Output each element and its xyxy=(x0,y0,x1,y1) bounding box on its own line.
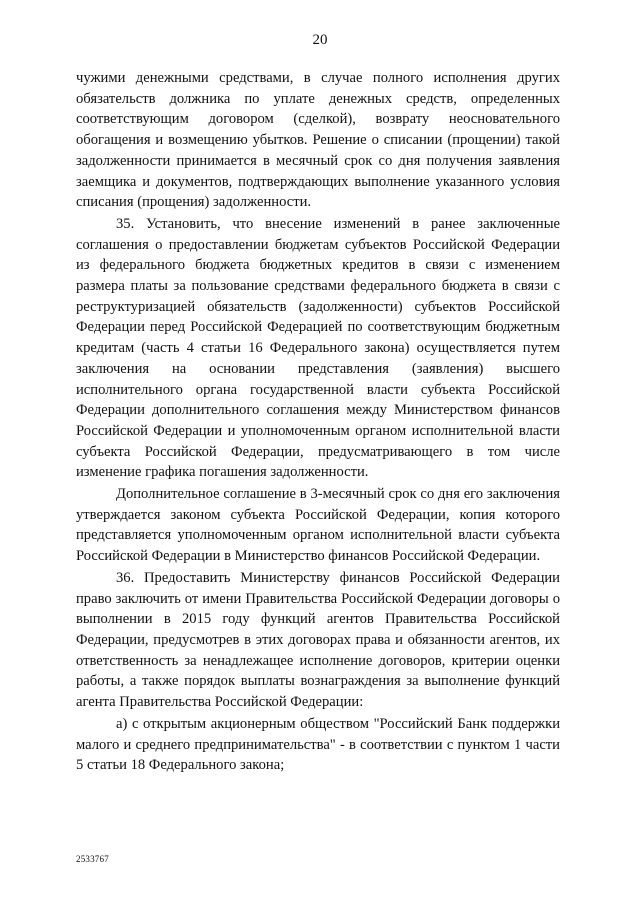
paragraph-36-a: а) с открытым акционерным обществом "Российский Банк поддержки малого и среднего предпринимательства" - в соответствии с пунктом 1 части 5 статьи 18 Федерального закона; xyxy=(76,715,560,774)
paragraph-continuation: чужими денежными средствами, в случае полного исполнения других обязательств должника по уплате денежных средств, определенных соответствующим договором (сделкой), возврату неосновательного обогащения и возмещению убытков. Решение о списании (прощении) такой задолженности принимается в месячный срок со дня получения заявления заемщика и документов, подтверждающих выполнение указанного условия списания (прощения) задолженности. xyxy=(76,70,560,211)
page-number: 20 xyxy=(312,32,328,48)
paragraph-35: 35. Установить, что внесение изменений в ранее заключенные соглашения о предоставлении бюджетам субъектов Российской Федерации из федерального бюджета бюджетных кредитов в связи с изменением размера платы за пользование средствами федерального бюджета в связи с реструктуризацией обязательств (задолженности) субъектов Российской Федерации перед Российской Федерацией по соответствующим бюджетным кредитам (часть 4 статьи 16 Федерального закона) осуществляется путем заключения на основании представления (заявления) высшего исполнительного органа государственной власти субъекта Российской Федерации дополнительного соглашения между Министерством финансов Российской Федерации и уполномоченным органом исполнительной власти субъекта Российской Федерации, предусматривающего в том числе изменение графика погашения задолженности. xyxy=(76,215,560,481)
document-body xyxy=(76,68,560,776)
paragraph-additional-agreement: Дополнительное соглашение в 3-месячный срок со дня его заключения утверждается законом субъекта Российской Федерации, копия которого представляется уполномоченным органом исполнительной власти субъекта Российской Федерации в Министерство финансов Российской Федерации. xyxy=(76,486,560,565)
paragraph-36: 36. Предоставить Министерству финансов Российской Федерации право заключить от имени Правительства Российской Федерации договоры о выполнении в 2015 году функций агентов Правительства Российской Федерации, предусмотрев в этих договорах права и обязанности агентов, их ответственность за ненадлежащее исполнение договоров, критерии оценки работы, а также порядок выплаты вознаграждения за выполнение функций агента Правительства Российской Федерации: xyxy=(76,569,560,711)
document-id: 2533767 xyxy=(76,854,109,864)
